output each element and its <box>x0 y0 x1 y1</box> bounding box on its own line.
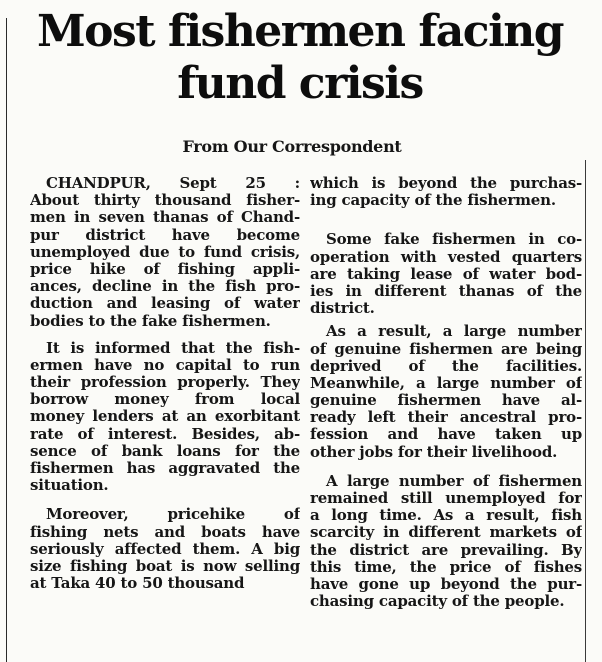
text-line: It is informed that the fish- <box>46 339 300 357</box>
paragraph <box>310 175 582 209</box>
paragraph <box>30 506 300 592</box>
byline: From Our Correspondent <box>182 137 402 156</box>
text-line: CHANDPUR, Sept 25 : <box>46 175 300 192</box>
text-line: As a result, a large number <box>326 323 582 341</box>
text-line: of genuine fishermen are being <box>310 340 582 358</box>
text-line: chasing capacity of the people. <box>310 593 565 611</box>
text-line: borrow money from local <box>30 391 300 409</box>
text-line: are taking lease of water bod- <box>310 265 582 283</box>
paragraph <box>30 175 300 330</box>
headline-line-2: fund crisis <box>177 58 423 109</box>
article-column-1 <box>30 175 300 601</box>
text-line: remained still unemployed for <box>310 490 582 507</box>
text-line: rate of interest. Besides, ab- <box>30 425 300 443</box>
text-line: genuine fishermen have al- <box>310 392 582 410</box>
headline-line-1: Most fishermen facing <box>36 6 564 57</box>
text-line: a long time. As a result, fish <box>310 507 582 525</box>
text-line: other jobs for their livelihood. <box>310 443 558 461</box>
text-line: fishermen has aggravated the <box>30 460 300 477</box>
text-line: pur district have become <box>30 226 300 244</box>
text-line: duction and leasing of water <box>30 295 300 313</box>
text-line: deprived of the facilities. <box>310 357 582 375</box>
article-column-2 <box>310 175 582 619</box>
text-line: scarcity in different markets of <box>310 524 582 542</box>
column-rule-left <box>6 18 7 662</box>
text-line: A large number of fishermen <box>326 472 582 490</box>
column-rule-right <box>585 160 586 662</box>
text-line: operation with vested quarters <box>310 248 582 266</box>
text-line: their profession properly. They <box>30 374 300 392</box>
text-line: money lenders at an exorbitant <box>30 408 300 426</box>
text-line: situation. <box>30 477 109 495</box>
text-line: ready left their ancestral pro- <box>310 409 582 427</box>
paragraph <box>310 323 582 461</box>
text-line: have gone up beyond the pur- <box>310 575 582 593</box>
text-line: ing capacity of the fishermen. <box>310 192 556 210</box>
text-line: size fishing boat is now selling <box>30 557 300 575</box>
paragraph <box>310 473 582 611</box>
text-line: which is beyond the purchas- <box>310 175 582 192</box>
text-line: ances, decline in the fish pro- <box>30 278 300 296</box>
text-line: ermen have no capital to run <box>30 356 300 374</box>
text-line: at Taka 40 to 50 thousand <box>30 575 245 593</box>
text-line: ies in different thanas of the <box>310 282 582 300</box>
text-line: the district are prevailing. By <box>310 541 582 559</box>
text-line: this time, the price of fishes <box>310 558 582 576</box>
text-line: About thirty thousand fisher- <box>30 192 300 210</box>
text-line: bodies to the fake fishermen. <box>30 312 271 330</box>
text-line: seriously affected them. A big <box>30 540 300 558</box>
text-line: sence of bank loans for the <box>30 442 300 460</box>
text-line: Moreover, pricehike of <box>46 506 300 524</box>
paragraph <box>30 340 300 495</box>
headline <box>0 6 600 110</box>
text-line: Meanwhile, a large number of <box>310 374 582 392</box>
text-line: price hike of fishing appli- <box>30 260 300 278</box>
text-line: fishing nets and boats have <box>30 523 300 541</box>
paragraph <box>310 231 582 317</box>
text-line: men in seven thanas of Chand- <box>30 209 300 227</box>
text-line: fession and have taken up <box>310 426 582 444</box>
text-line: Some fake fishermen in co- <box>326 231 582 249</box>
text-line: district. <box>310 300 375 318</box>
text-line: unemployed due to fund crisis, <box>30 243 300 261</box>
